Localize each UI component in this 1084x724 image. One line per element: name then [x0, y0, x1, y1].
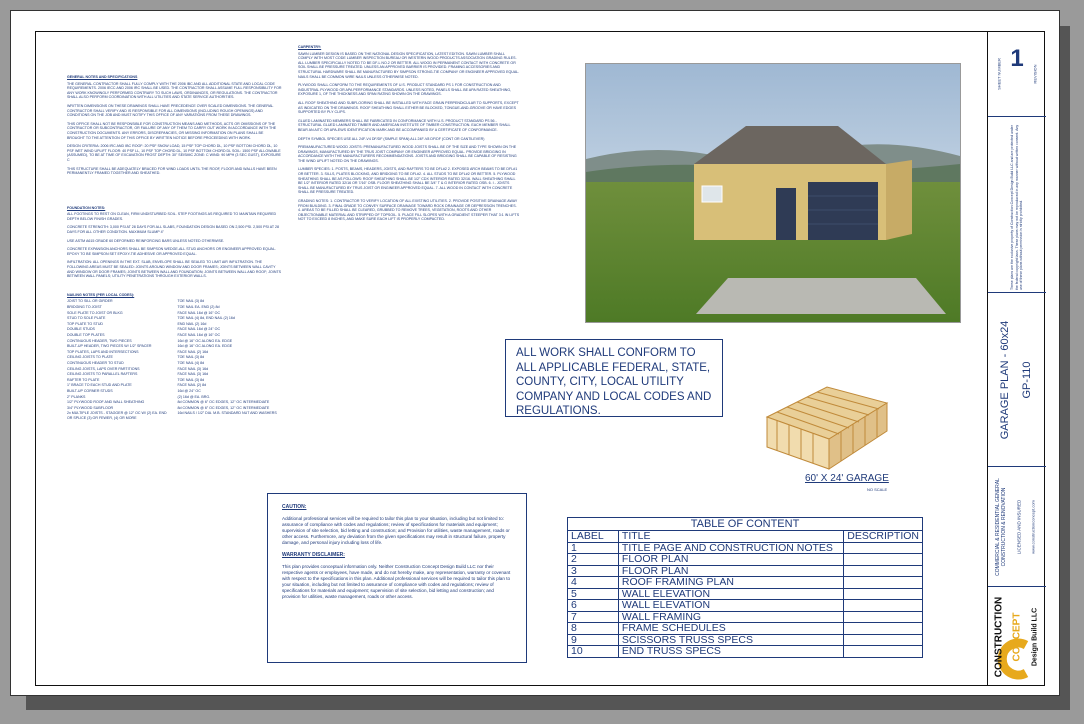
toc-label: 2	[568, 554, 619, 566]
nailing-member: TOP PLATE TO STUD	[67, 321, 104, 326]
toc-label: 9	[568, 634, 619, 646]
nailing-spec: 8d COMMON @ 6" OC EDGES, 12" OC INTERMEDIATE	[177, 400, 270, 405]
carpentry-notes	[298, 39, 520, 226]
toc-row	[568, 554, 923, 566]
nailing-spec: FACE NAIL 16d @ 24" OC	[177, 327, 221, 332]
toc-label: 3	[568, 565, 619, 577]
logo-concept: CONCEPT	[1011, 612, 1023, 661]
toc-row	[568, 623, 923, 635]
code-conformance-callout: ALL WORK SHALL CONFORM TO ALL APPLICABLE FEDERAL, STATE, COUNTY, CITY, LOCAL UTILITY COMPANY AND LOCAL CODES AND REGULATIONS.	[505, 339, 723, 417]
toc-row	[568, 542, 923, 554]
nailing-member: CEILING JOISTS TO PARALLEL RAFTERS	[67, 372, 138, 377]
garage-framing-sketch	[757, 369, 897, 481]
logo-design-build: Design Build LLC	[1031, 607, 1039, 666]
toc-title-cell: ROOF FRAMING PLAN	[618, 577, 843, 589]
nailing-spec: TOE NAIL (3) 8d	[177, 355, 205, 360]
table-of-contents	[567, 517, 923, 658]
nailing-member: 3/4" PLYWOOD SUBFLOOR	[67, 405, 114, 410]
nailing-member: SOLE PLATE TO JOIST OR BLKG	[67, 310, 123, 315]
toc-title-cell: SCISSORS TRUSS SPECS	[618, 634, 843, 646]
project-title-cell	[988, 293, 1046, 467]
toc-header-label: LABEL	[568, 531, 619, 543]
toc-row	[568, 577, 923, 589]
toc-description	[844, 600, 923, 612]
revision-label: REVISION	[1032, 64, 1038, 84]
general-notes-paragraph: THIS STRUCTURE SHALL BE ADEQUATELY BRACED FOR WIND LOADS UNTIL THE ROOF, FLOOR AND WALLS HAVE BEEN PERMANENTLY FRAMED TOGETHER AND SHEATHED.	[67, 166, 277, 176]
framing-caption: 60' X 24' GARAGE	[805, 473, 889, 484]
nailing-spec: 16d @ 16" OC ALONG EA. EDGE	[177, 344, 233, 349]
nailing-spec: FACE NAIL (3) 16d	[177, 372, 209, 377]
nailing-spec: 8d COMMON @ 6" OC EDGES, 12" OC INTERMEDIATE	[177, 405, 270, 410]
foundation-notes-paragraph: CONCRETE EXPANSION ANCHORS SHALL BE SIMPSON WEDGE-ALL STUD ANCHORS OR ENGINEER APPROVED EQUAL. EPOXY TO BE SIMPSON SET EPOXY-TIE ADHESIVE OR APPROVED EQUAL.	[67, 247, 276, 256]
carpentry-paragraph: ALL ROOF SHEATHING AND SUBFLOORING SHALL BE INSTALLED WITH FACE GRAIN PERPENDICULAR TO SUPPORTS, EXCEPT AS INDICATED ON THE DRAWINGS. ROOF SHEATHING SHALL EITHER BE BLOCKED, TONGUE-AND-GROOVE OR HAVE EDGES SUPPORTED BY PLY CLIPS.	[298, 100, 519, 115]
company-logo	[988, 587, 1046, 686]
foundation-notes-paragraph: USE ASTM A615 GRADE 60 DEFORMED REINFORCING BARS UNLESS NOTED OTHERWISE.	[67, 238, 225, 243]
nailing-spec: TOE NAIL (4) 8d, END NAIL (2) 16d	[177, 316, 235, 321]
toc-row	[568, 611, 923, 623]
toc-description	[844, 554, 923, 566]
sheet-number-cell	[988, 31, 1046, 117]
glulam-table: DEPTH SYMBOL SPECIES USE ALL 24F-V4 DF/DF (SIMPLE SPAN) ALL 24F-V8 DF/DF (CONT OR CANTILEVER)	[298, 136, 485, 141]
company-license: LICENSED AND INSURED	[1016, 499, 1022, 555]
foundation-notes-paragraph: CONCRETE STRENGTH: 3,000 PSI AT 28 DAYS FOR ALL SLABS, FOUNDATION DESIGN BASED ON 2,500 PSI. 2,500 PSI AT 28 DAYS FOR ALL OTHER CONDITION. MAXIMUM SLUMP 4"	[67, 225, 279, 235]
nailing-member: 2" PLANKS	[67, 394, 86, 399]
nailing-member: 1/2" PLYWOOD ROOF AND WALL SHEATHING	[67, 400, 145, 405]
nailing-spec: (2) 16d @ EA. BRG.	[177, 394, 211, 399]
drawing-sheet	[10, 10, 1060, 696]
toc-title-cell: WALL ELEVATION	[618, 600, 843, 612]
project-title: GARAGE PLAN - 60x24	[999, 320, 1011, 440]
toc-header-row	[568, 531, 923, 543]
nailing-spec: TOE NAIL (4) 8d	[177, 360, 205, 365]
nailing-member: CONTINUOUS HEADER TO STUD	[67, 360, 124, 365]
nailing-spec: FACE NAIL 16d @ 16" OC	[177, 332, 221, 337]
toc-description	[844, 623, 923, 635]
toc-description	[844, 565, 923, 577]
toc-label: 10	[568, 646, 619, 658]
toc-title-cell: END TRUSS SPECS	[618, 646, 843, 658]
toc-title-cell: WALL FRAMING	[618, 611, 843, 623]
framing-scale-note: NO SCALE	[867, 487, 888, 492]
caution-text: Additional professional services will be required to tailor this plan to your situation, including but not limited to: assurance of compliance with codes and regulations; review of specifications for materials and equipment; supervision of site selection, bid letting and construction; and Provision for utilities, waste management, roads or other access. Furthermore, any deviation from the given specifications may result in structural failure, property damage, and personal injury including loss of life.	[282, 516, 510, 545]
sheet-number: 1	[1010, 45, 1024, 72]
nailing-member: CEILING JOISTS, LAPS OVER PARTITIONS	[67, 366, 140, 371]
nailing-member: 2x MULTIPLE JOISTS - STAGGER @ 12" OC W/ (2) EA. END OR SPLICE (3) OR FEWER, (4) OR MORE	[67, 411, 167, 420]
nailing-spec: END NAIL (2) 16d	[177, 321, 207, 326]
lumber-species: LUMBER SPECIES: 1. POSTS, BEAMS, HEADERS, JOISTS, AND RAFTERS TO BE DFL#2 2. EXPOSED ARCH BEAMS TO BE DFL#1 OR BETTER. 3. SILLS, PLATES BLOCKING, AND BRIDGING TO BE DFL#2. 4. ALL STUDS TO BE DFL#2 OR BETTER. 5. PLYWOOD SHEATHING SHALL BE AS FOLLOWS: ROOF SHEATHING SHALL BE 1/2" CDX INTERIOR RATED 32/16. WALL SHEATHING SHALL BE 1/2" INTERIOR RATED 32/16 OR 7/16" OSB. FLOOR SHEATHING SHALL BE 3/4" T & G INTERIOR RATED OSB. 6. I - JOISTS SHALL BE MANUFACTURED BY TRUS JOIST OR ENGINEER APPROVED EQUAL. 7. ALL WOOD IN CONTACT WITH CONCRETE SHALL BE PRESSURE TREATED.	[298, 167, 518, 195]
toc-row	[568, 565, 923, 577]
title-block	[987, 31, 1045, 686]
nailing-spec: FACE NAIL 16d @ 16" OC	[177, 310, 221, 315]
nailing-member: DOUBLE TOP PLATES	[67, 332, 105, 337]
toc-header-description: DESCRIPTION	[844, 531, 923, 543]
toc-title-cell: FLOOR PLAN	[618, 554, 843, 566]
nailing-spec: FACE NAIL (3) 16d	[177, 366, 209, 371]
carpentry-paragraph: PLYWOOD SHALL CONFORM TO THE REQUIREMENTS OF U.S. PRODUCT STANDARD PS 1 FOR CONSTRUCTION AND INDUSTRIAL PLYWOOD OR APA PERFORMANCE STANDARDS. UNLESS NOTED, PANELS SHALL BE APA RATED SHEATHING, EXPOSURE 1, OF THE THICKNESS AND SPAN RATING SHOWN ON THE DRAWINGS.	[298, 83, 512, 97]
toc-title-cell: TITLE PAGE AND CONSTRUCTION NOTES	[618, 542, 843, 554]
toc-title-cell: WALL ELEVATION	[618, 588, 843, 600]
nailing-member: BUILT-UP CORNER STUDS	[67, 388, 113, 393]
toc-label: 6	[568, 600, 619, 612]
garage-rendering-image	[586, 64, 960, 322]
nailing-spec: FACE NAIL (2) 8d	[177, 383, 207, 388]
toc-description	[844, 588, 923, 600]
nailing-member: BUILT-UP HEADER, TWO PIECES W/ 1/2" SPACER	[67, 344, 152, 349]
logo-construction: CONSTRUCTION	[993, 596, 1005, 677]
nailing-member: CEILING JOISTS TO PLATE	[67, 355, 113, 360]
toc-label: 8	[568, 623, 619, 635]
nailing-spec: TOE NAIL (3) 8d	[177, 299, 205, 304]
toc-label: 1	[568, 542, 619, 554]
company-services: COMMERCIAL & RESIDENTIAL GENERAL CONSTRUCTION & RENOVATION	[995, 478, 1007, 576]
nailing-schedule	[67, 299, 282, 421]
nailing-spec: 16d @ 24" OC	[177, 388, 201, 393]
caution-heading: CAUTION:	[282, 504, 307, 510]
toc-description	[844, 634, 923, 646]
carpentry-paragraph: GLUED LAMINATED MEMBERS SHALL BE FABRICATED IN CONFORMANCE WITH U.S. PRODUCT STANDARD PS 56 - STRUCTURAL GLUED LAMINATED TIMBER AND AMERICAN INSTITUTE OF TIMBER CONSTRUCTION. EACH MEMBER SHALL BEAR AN AITC OR APA-EWS IDENTIFICATION MARK AND BE ACCOMPANIED BY A CERTIFICATE OF CONFORMANCE.	[298, 118, 511, 132]
toc-row	[568, 646, 923, 658]
warranty-text: This plan provides conceptual information only. Neither Construction Concept Design Build LLC nor their respective agents or employees, have made, and do not hereby make, any representation, warranty or covenant with respect to the specifications in this plan. Additional professional services will be required to tailor this plan to your situation, including but not limited to assurance of compliance with codes and regulations; review of specifications for materials and equipment; supervision of site selection, bid letting and construction; and provision for utilities, waste management, roads or other access.	[282, 564, 511, 599]
toc-label: 4	[568, 577, 619, 589]
design-criteria: DESIGN CRITERIA: 2006 IRC AND IBC ROOF: 20 PSF SNOW LOAD, 15 PSF TOP CHORD DL, 10 PSF BOTTOM CHORD DL, 10 PSF WET WIND UPLIFT FLOOR: 40 PSF LL, 10 PSF TOP CHORD DL, 10 PSF BOTTOM CHORD DL SOIL: 1500 PSF ALLOWABLE (ASSUMED), TO BE AT TIME OF EXCAVATION FROST DEPTH: 30" SEISMIC ZONE: C WIND: 90 MPH (3 SEC GUST), EXPOSURE C	[67, 144, 281, 162]
toc-description	[844, 646, 923, 658]
general-notes	[67, 69, 282, 421]
nailing-spec: 16d @ 16" OC ALONG EA. EDGE	[177, 338, 233, 343]
toc-header-title: TITLE	[618, 531, 843, 543]
general-notes-heading: GENERAL NOTES AND SPECIFICATIONS	[67, 75, 138, 79]
company-info-cell	[988, 467, 1046, 587]
toc-title-cell: FRAME SCHEDULES	[618, 623, 843, 635]
nailing-member: CONTINUOUS HEADER, TWO PIECES	[67, 338, 132, 343]
carpentry-paragraph: SAWN LUMBER DESIGN IS BASED ON THE NATIONAL DESIGN SPECIFICATION, LATEST EDITION. SAWN LUMBER SHALL COMPLY WITH MOST CODE LUMBER INSPECTION BUREAU OR WESTERN WOOD PRODUCTS ASSOCIATION GRADING RULES. ALL LUMBER SPECIFICALLY NOTED TO BE DF-L NO.2 OR BETTER. ALL WOOD IN PERMANENT CONTACT WITH CONCRETE OR SOIL SHALL BE PRESSURE TREATED. UNLESS AN APPROVED BARRIER IS PROVIDED. FRAMING ACCESSORIES AND STRUCTURAL HARDWARE SHALL BE MANUFACTURED BY SIMPSON STRONG-TIE COMPANY OR ENGINEER APPROVED EQUAL. NAILS SHALL BE COMMON WIRE NAILS UNLESS OTHERWISE NOTED.	[298, 51, 520, 79]
toc-description	[844, 542, 923, 554]
nailing-member: 1" BRACE TO EACH STUD AND PLATE	[67, 383, 132, 388]
nailing-spec: TOE NAIL EA. END (2) 8d	[177, 305, 220, 309]
plan-number: GP-110	[1021, 361, 1033, 399]
toc-row	[568, 588, 923, 600]
nailing-spec: 16d NAILS / 1/2" DIA. M.B. STANDARD NUT AND WASHERS	[177, 411, 277, 416]
company-website: www.constructionconcept.com	[1030, 500, 1036, 554]
nailing-spec: FACE NAIL (2) 16d	[177, 349, 209, 354]
nailing-member: JOIST TO SILL OR GIRDER	[67, 299, 113, 304]
nailing-member: TOP PLATES, LAPS AND INTERSECTIONS	[67, 349, 139, 354]
nailing-member: STUD TO SOLE PLATE	[67, 316, 106, 321]
grading-notes: GRADING NOTES: 1. CONTRACTOR TO VERIFY LOCATION OF ALL EXISTING UTILITIES. 2. PROVIDE POSITIVE DRAINAGE AWAY FROM BUILDING. 3. FINAL GRADE TO CONVEY SURFACE DRAINAGE TOWARD ROCK DRAINAGE OR DEPRESSION TRENCHES. 4. AREAS TO BE FILLED SHALL BE CLEARED, GRUBBED TO REMOVE TREES, VEGETATION, ROOTS AND OTHER OBJECTIONABLE MATERIAL AND STRIPPED OF TOPSOIL. 5. PLACE FILL SLOPES WITH A GRADIENT STEEPER THAT 3:1 IN LIFTS NOT TO EXCEED 8 INCHES, AND MAKE SURE EACH LIFT IS PROPERLY COMPACTED.	[298, 199, 520, 222]
copyright-notice: These plans are the exclusive property of Construction Concept Design Build LLC and are protected under the federal copyright laws. These plans may not be reproduced in any manner without written consent. Any use of these plans without permission is strictly prohibited.	[1010, 124, 1024, 290]
nailing-member: RAFTER TO PLATE	[67, 377, 100, 382]
toc-title: TABLE OF CONTENT	[567, 517, 923, 530]
carpentry-paragraph: PREMANUFACTURED WOOD JOISTS: PREMANUFACTURED WOOD JOISTS SHALL BE OF THE SIZE AND TYPE SHOWN ON THE DRAWINGS, MANUFACTURED BY THE TRUS JOIST COMPANY OR ENGINEER APPROVED EQUAL. PROVIDE BRIDGING IN ACCORDANCE WITH THE MANUFACTURERS RECOMMENDATIONS. JOISTS AND BRIDGING SHALL BE CAPABLE OF RESISTING THE WIND UPLIFT NOTED ON THE DRAWINGS.	[298, 145, 517, 163]
general-notes-paragraph: WRITTEN DIMENSIONS ON THESE DRAWINGS SHALL HAVE PRECEDENCE OVER SCALED DIMENSIONS. THE GENERAL CONTRACTOR SHALL VERIFY AND IS RESPONSIBLE FOR ALL DIMENSIONS (INCLUDING ROUGH OPENINGS) AND CONDITIONS ON THE JOB AND MUST NOTIFY THIS OFFICE OF ANY VARIATIONS FROM THESE DRAWINGS.	[67, 103, 274, 118]
toc-label: 5	[568, 588, 619, 600]
nailing-spec: TOE NAIL (3) 8d	[177, 377, 205, 382]
foundation-notes-paragraph: INFILTRATION: ALL OPENINGS IN THE EXT. SLAB, ENVELOPE SHALL BE SEALED TO LIMIT AIR INFILTRATION. THE FOLLOWING AREAS MUST BE SEALED: JOINTS AROUND WINDOW AND DOOR FRAMES; JOINTS BETWEEN WALL CAVITY AND WINDOW OR DOOR FRAMES; JOINTS BETWEEN WALL AND FOUNDATION; JOINTS BETWEEN WALL AND ROOF; JOINTS BETWEEN WALL PANELS; UTILITY PENETRATIONS THROUGH EXTERIOR WALLS.	[67, 260, 282, 279]
carpentry-heading: CARPENTRY:	[298, 45, 322, 49]
warranty-heading: WARRANTY DISCLAIMER:	[282, 552, 345, 558]
nailing-member: DOUBLE STUDS	[67, 327, 95, 332]
sheet-number-label: SHEET NUMBER	[996, 58, 1002, 90]
nailing-notes-heading: NAILING NOTES (PER LOCAL CODES):	[67, 292, 135, 297]
toc-description	[844, 611, 923, 623]
foundation-notes-paragraph: ALL FOOTINGS TO REST ON CLEAN, FIRM UNDISTURBED SOIL. STEP FOOTINGS AS REQUIRED TO MAINTAIN REQUIRED DEPTH BELOW FINISH GRADES.	[67, 212, 277, 221]
toc-row	[568, 600, 923, 612]
copyright-cell	[988, 117, 1046, 293]
general-notes-paragraph: THIS OFFICE SHALL NOT BE RESPONSIBLE FOR CONSTRUCTION MEANS AND METHODS, ACTS OR OMISSIONS OF THE CONTRACTOR OR SUBCONTRACTOR, OR FAILURE OF ANY OF THEM TO CARRY OUT WORK IN ACCORDANCE WITH THE CONSTRUCTION DOCUMENTS. ANY ERRORS, DISCREPANCIES, OR MISSING INFORMATION ON PLANS SHALL BE BROUGHT TO THE ATTENTION OF THIS OFFICE BY WRITTEN NOTICE BEFORE PROCEEDING WITH WORK.	[67, 121, 277, 140]
foundation-notes-heading: FOUNDATION NOTES:	[67, 205, 106, 210]
general-notes-paragraph: THE GENERAL CONTRACTOR SHALL FULLY COMPLY WITH THE 2006 IBC AND ALL ADDITIONAL STATE AND LOCAL CODE REQUIREMENTS. 2006 IECC AND 2006 IRC SHALL BE USED. THE CONTRACTOR SHALL ASSUME FULL RESPONSIBILITY FOR ANY WORK KNOWINGLY PERFORMED CONTRARY TO SUCH LAWS, ORDINANCES, OR REGULATIONS. THE CONTRACTOR SHALL ALSO PERFORM COORDINATION WITH ALL UTILITIES AND STATE SERVICE AUTHORITIES.	[67, 81, 282, 100]
toc-label: 7	[568, 611, 619, 623]
garage-rendering	[585, 63, 961, 323]
toc-description	[844, 577, 923, 589]
caution-box	[267, 493, 527, 663]
toc-row	[568, 634, 923, 646]
nailing-member: BRIDGING TO JOIST	[67, 305, 102, 309]
framing-sketch-image	[757, 369, 897, 481]
toc-title-cell: FLOOR PLAN	[618, 565, 843, 577]
